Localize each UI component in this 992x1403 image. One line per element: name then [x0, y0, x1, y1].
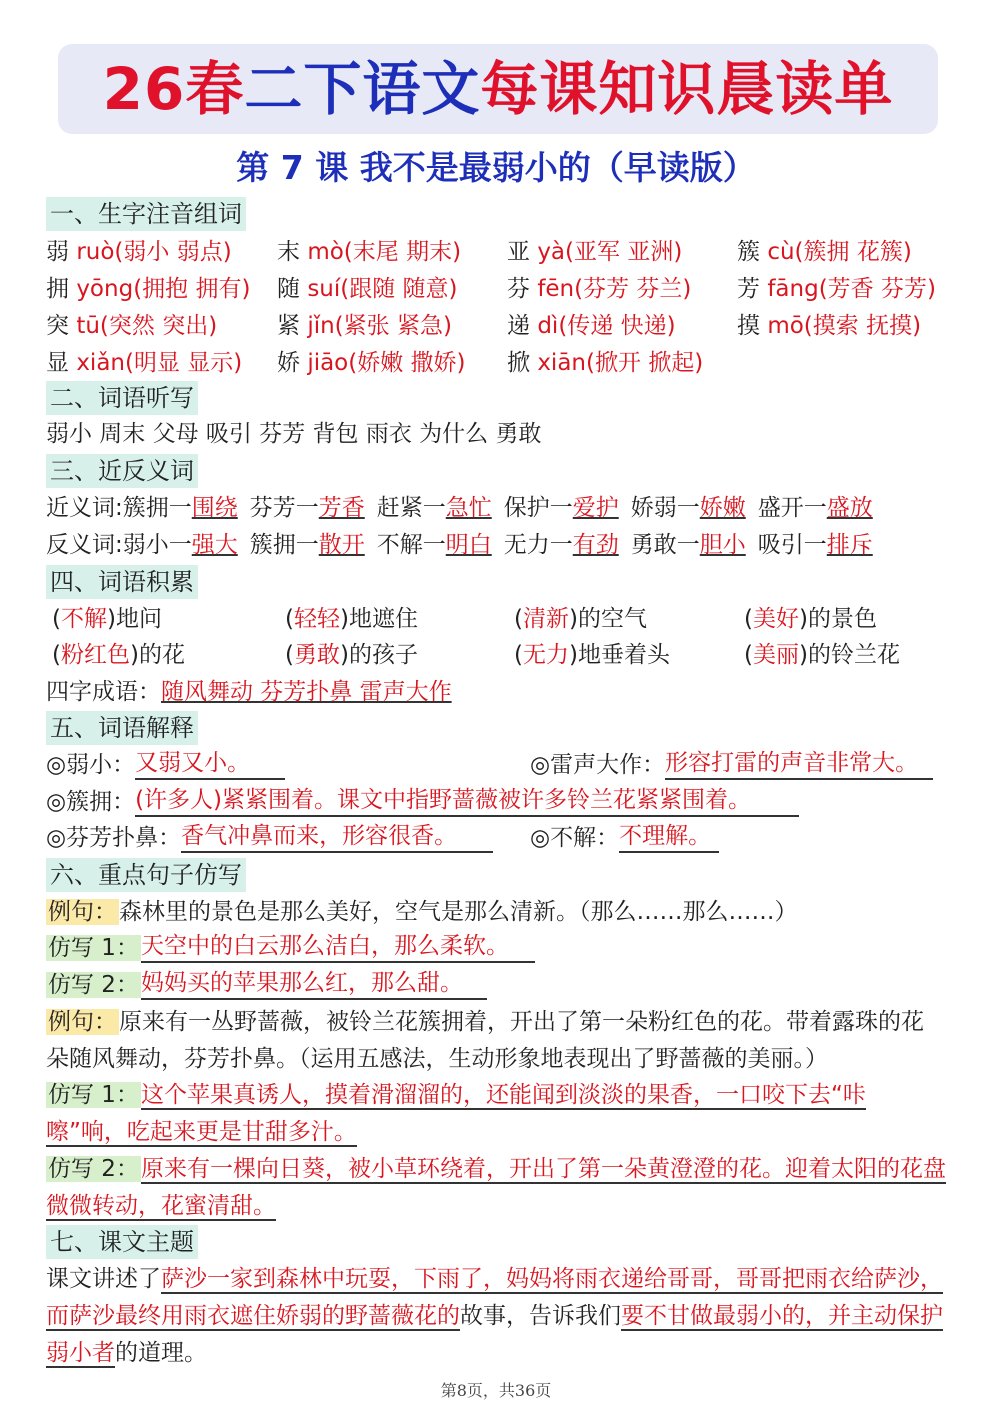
character: 掀: [507, 350, 530, 376]
explanation-term: ◎不解：: [530, 825, 620, 851]
synonym-label: 近义词:: [46, 495, 123, 521]
antonyms-answer: 明白: [445, 532, 492, 558]
word-examples: (跟随 随意): [340, 276, 458, 302]
banner-title-part1: [103, 55, 481, 123]
explanation-term: ◎弱小：: [46, 752, 136, 778]
character: 随: [277, 276, 300, 302]
synonyms-word: 娇弱一: [630, 495, 700, 521]
section-heading-sentences: 六、重点句子仿写: [46, 858, 246, 892]
imitation-tag: 仿写 1：: [48, 1082, 139, 1108]
synonyms-word: 保护一: [503, 495, 573, 521]
word-examples: (传递 快递): [558, 313, 676, 339]
antonyms-word: 弱小一: [122, 532, 192, 558]
phrase-entry: (清新)的空气: [514, 606, 647, 632]
word-examples: (摸索 抚摸): [803, 313, 922, 339]
imitation-sentence-3: [46, 1077, 946, 1151]
character: 紧: [277, 313, 300, 339]
section-heading-explanations: 五、词语解释: [46, 711, 198, 745]
phrase-entry: (无力)地垂着头: [514, 642, 670, 668]
imitation-tag: 仿写 2：: [48, 972, 139, 998]
character: 弱: [46, 239, 69, 265]
synonyms-word: 簇拥一: [122, 495, 192, 521]
explanation-term: ◎簇拥：: [46, 789, 136, 815]
explanation-definition: 又弱又小。: [135, 748, 285, 780]
section-heading-synonyms: 三、近反义词: [46, 454, 198, 488]
section-heading-theme: 七、课文主题: [46, 1225, 198, 1259]
theme-connector: 故事，告诉我们: [460, 1303, 621, 1329]
section-heading-characters: 一、生字注音组词: [46, 197, 246, 231]
example-text: 原来有一丛野蔷薇，被铃兰花簇拥着，开出了第一朵粉红色的花。带着露珠的花朵随风舞动，芬芳扑鼻。（运用五感法，生动形象地表现出了野蔷薇的美丽。）: [46, 1009, 924, 1072]
phrase-fill: 勇敢: [293, 642, 340, 668]
character: 突: [46, 313, 69, 339]
imitation-sentence-1: [46, 931, 535, 965]
word-examples: (娇嫩 撒娇): [348, 350, 466, 376]
synonym-row: [46, 491, 873, 525]
pinyin: dì: [537, 313, 559, 339]
antonyms-answer: 排斥: [826, 532, 873, 558]
page-number: 第8页，共36页: [440, 1381, 552, 1400]
synonyms-answer: 芳香: [318, 495, 365, 521]
synonyms-answer: 急忙: [445, 495, 492, 521]
character-entry: [46, 346, 242, 380]
idiom-row: [46, 675, 452, 709]
phrase-fill: 粉红色: [60, 642, 130, 668]
phrase-suffix: 地遮住: [348, 606, 418, 632]
character: 娇: [277, 350, 300, 376]
example-sentence-1: [46, 895, 798, 929]
phrase-fill: 美好: [752, 606, 799, 632]
theme-story: 萨沙一家到森林中玩耍，下雨了，妈妈将雨衣递给哥哥，哥哥把雨衣给萨沙，而萨沙最终用雨衣遮住娇弱的野蔷薇花的: [46, 1266, 943, 1329]
synonyms-word: 盛开一: [757, 495, 827, 521]
character-entry: [277, 235, 461, 269]
word-examples: (簇拥 花簇): [794, 239, 912, 265]
title-banner: [58, 44, 938, 134]
explanation-definition: 香气冲鼻而来，形容很香。: [181, 821, 493, 853]
synonyms-answer: 爱护: [572, 495, 619, 521]
phrase-fill: 清新: [522, 606, 569, 632]
synonyms-answer: 围绕: [191, 495, 238, 521]
explanation-definition: (许多人)紧紧围着。课文中指野蔷薇被许多铃兰花紧紧围着。: [135, 785, 799, 817]
word-examples: (芬芳 芬兰): [574, 276, 692, 302]
explanation-definition: 形容打雷的声音非常大。: [665, 748, 933, 780]
pinyin: tū: [76, 313, 100, 339]
explanation-weak: [46, 748, 285, 782]
character: 拥: [46, 276, 69, 302]
character: 簇: [737, 239, 760, 265]
character: 显: [46, 350, 69, 376]
section-heading-dictation: 二、词语听写: [46, 381, 198, 415]
explanation-term: ◎雷声大作：: [530, 752, 666, 778]
phrase-entry: (轻轻)地遮住: [285, 606, 418, 632]
banner-title-part2: 每课知识晨读单: [480, 55, 894, 123]
phrase-suffix: 的景色: [807, 606, 877, 632]
idiom-label: 四字成语：: [46, 679, 161, 705]
antonyms-answer: 有劲: [572, 532, 619, 558]
phrase-fill: 轻轻: [293, 606, 340, 632]
idiom-value: 随风舞动 芬芳扑鼻 雷声大作: [161, 679, 452, 705]
theme-lesson: 要不甘做最弱小的，并主动保护弱小者: [46, 1303, 943, 1366]
word-examples: (突然 突出): [99, 313, 218, 339]
character-entry: [507, 272, 691, 306]
antonyms-answer: 强大: [191, 532, 238, 558]
character-entry: [46, 309, 217, 343]
imitation-text: 这个苹果真诱人，摸着滑溜溜的，还能闻到淡淡的果香，一口咬下去“咔嚓”响，吃起来更是甘甜多汁。: [46, 1082, 866, 1145]
imitation-text: 原来有一棵向日葵，被小草环绕着，开出了第一朵黄澄澄的花。迎着太阳的花盘微微转动，花蜜清甜。: [46, 1156, 946, 1219]
word-examples: (末尾 期末): [343, 239, 462, 265]
antonyms-word: 簇拥一: [249, 532, 319, 558]
character-entry: [277, 272, 458, 306]
banner-title-year: 26春: [102, 55, 245, 123]
banner-title-subject: 二下语文: [244, 55, 481, 123]
explanation-thunder: [530, 748, 933, 782]
phrase-entry: (美丽)的铃兰花: [744, 642, 900, 668]
word-examples: (拥抱 拥有): [133, 276, 251, 302]
imitation-text: 妈妈买的苹果那么红，那么甜。: [141, 968, 487, 1000]
phrase-entry: (美好)的景色: [744, 606, 877, 632]
pinyin: mō: [767, 313, 804, 339]
phrase-entry: (粉红色)的花: [52, 642, 185, 668]
theme-paragraph: [46, 1261, 946, 1372]
section-heading-accumulation: 四、词语积累: [46, 565, 198, 599]
antonyms-word: 不解一: [376, 532, 446, 558]
character-entry: [46, 272, 250, 306]
phrase-suffix: 地垂着头: [577, 642, 670, 668]
pinyin: xiǎn: [76, 350, 125, 376]
banner-title: [58, 44, 938, 134]
dictation-words: 弱小 周末 父母 吸引 芬芳 背包 雨衣 为什么 勇敢: [46, 421, 542, 447]
character: 芳: [737, 276, 760, 302]
theme-ending: 的道理。: [115, 1340, 207, 1366]
lesson-title: 第 7 课 我不是最弱小的（早读版）: [236, 148, 756, 187]
imitation-sentence-2: [46, 968, 487, 1002]
explanation-definition: 不理解。: [619, 821, 719, 853]
phrase-suffix: 地问: [115, 606, 162, 632]
imitation-tag: 仿写 2：: [48, 1156, 139, 1182]
antonyms-answer: 散开: [318, 532, 365, 558]
phrase-fill: 不解: [60, 606, 107, 632]
character-entry: [277, 346, 466, 380]
pinyin: mò: [307, 239, 344, 265]
example-tag: 例句：: [48, 1009, 117, 1035]
synonyms-word: 赶紧一: [376, 495, 446, 521]
imitation-sentence-4: [46, 1151, 946, 1225]
pinyin: suí: [307, 276, 341, 302]
character-entry: [277, 309, 452, 343]
character-entry: [737, 309, 921, 343]
character: 亚: [507, 239, 530, 265]
imitation-text: 天空中的白云那么洁白，那么柔软。: [141, 931, 535, 963]
pinyin: jiāo: [307, 350, 349, 376]
theme-intro: 课文讲述了: [46, 1266, 161, 1292]
word-examples: (明显 显示): [125, 350, 243, 376]
pinyin: jǐn: [307, 313, 335, 339]
antonyms-word: 吸引一: [757, 532, 827, 558]
character-entry: [46, 235, 232, 269]
phrase-suffix: 的孩子: [348, 642, 418, 668]
example-sentence-2: [46, 1004, 946, 1078]
explanation-term: ◎芬芳扑鼻：: [46, 825, 182, 851]
character-entry: [507, 309, 676, 343]
phrase-suffix: 的铃兰花: [807, 642, 900, 668]
pinyin: yà: [537, 239, 566, 265]
pinyin: ruò: [76, 239, 115, 265]
word-examples: (掀开 掀起): [586, 350, 704, 376]
word-examples: (紧张 紧急): [334, 313, 452, 339]
synonyms-answer: 盛放: [826, 495, 873, 521]
character-entry: [737, 235, 912, 269]
antonyms-word: 无力一: [503, 532, 573, 558]
phrase-entry: (勇敢)的孩子: [285, 642, 418, 668]
pinyin: cù: [767, 239, 795, 265]
explanation-puzzled: [530, 821, 719, 855]
character: 摸: [737, 313, 760, 339]
phrase-suffix: 的空气: [577, 606, 647, 632]
pinyin: yōng: [76, 276, 134, 302]
pinyin: xiān: [537, 350, 586, 376]
explanation-cluster: [46, 785, 799, 819]
example-tag: 例句：: [48, 899, 117, 925]
word-examples: (芳香 芬芳): [818, 276, 936, 302]
character: 递: [507, 313, 530, 339]
pinyin: fāng: [767, 276, 819, 302]
phrase-fill: 无力: [522, 642, 569, 668]
phrase-fill: 美丽: [752, 642, 799, 668]
character: 芬: [507, 276, 530, 302]
imitation-tag: 仿写 1：: [48, 935, 139, 961]
example-text: 森林里的景色是那么美好，空气是那么清新。（那么……那么……）: [119, 899, 798, 925]
word-examples: (亚军 亚洲): [565, 239, 683, 265]
antonyms-word: 勇敢一: [630, 532, 700, 558]
character-entry: [737, 272, 936, 306]
antonym-row: [46, 528, 873, 562]
antonym-label: 反义词:: [46, 532, 123, 558]
character: 末: [277, 239, 300, 265]
synonyms-word: 芬芳一: [249, 495, 319, 521]
explanation-fragrant: [46, 821, 493, 855]
character-entry: [507, 235, 682, 269]
pinyin: fēn: [537, 276, 575, 302]
synonyms-answer: 娇嫩: [699, 495, 746, 521]
phrase-suffix: 的花: [138, 642, 185, 668]
word-examples: (弱小 弱点): [114, 239, 232, 265]
antonyms-answer: 胆小: [699, 532, 746, 558]
character-entry: [507, 346, 703, 380]
phrase-entry: (不解)地问: [52, 606, 162, 632]
